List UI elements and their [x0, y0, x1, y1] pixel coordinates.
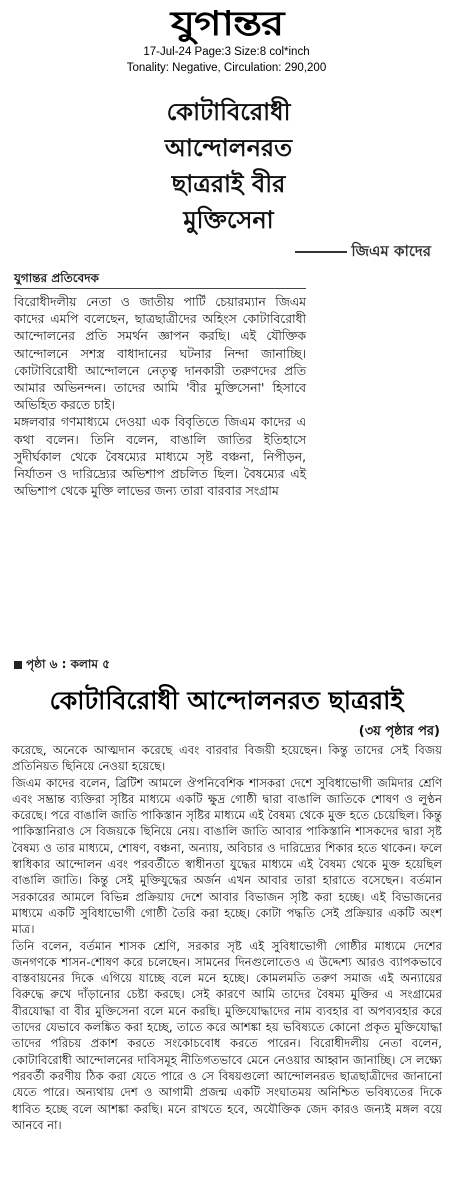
- article-headline: [26, 94, 431, 238]
- headline-line: ছাত্ররাই বীর: [171, 170, 286, 198]
- clipping-info-tonality: Tonality: Negative, Circulation: 290,200: [126, 62, 327, 74]
- paragraph: জিএম কাদের বলেন, ব্রিটিশ আমলে ঔপনিবেশিক শাসকরা দেশে সুবিধাভোগী জমিদার শ্রেণি এবং সম্ভ্রান্ত ব্যক্তিরা সৃষ্টির মাধ্যমে একটি ক্ষুদ্র গোষ্ঠী দ্বারা বাঙালি জাতিকে শোষণ ও লুণ্ঠন করেছে। পরে বাঙালি জাতি পাকিস্তান সৃষ্টির মাধ্যমে এই বৈষম্য থেকে মুক্ত হতে চেয়েছিল। কিন্তু পাকিস্তানিরাও সে বিজয়কে ছিনিয়ে নেয়। বাঙালি জাতি আবার পাকিস্তানি শাসকদের দ্বারা সৃষ্ট বৈষম্য ও তার মাধ্যমে, শোষণ, বঞ্চনা, অন্যায়, অবিচার ও দারিদ্র্যের শিকার হতে থাকেন। ফলে স্বাধিকার আন্দোলন এবং পরবর্তীতে স্বাধীনতা যুদ্ধের মাধ্যমে এই বৈষম্য থেকে মুক্ত হয়েছিল বাঙালি জাতি। কিন্তু সেই মুক্তিযুদ্ধের অর্জন এখন আবার তারা হারাতে বসেছেন। বর্তমান সরকারের আমলে বিভিন্ন প্রক্রিয়ায় দেশে আবার বিভাজন সৃষ্টি করা হচ্ছে। এই বিভাজনের মাধ্যমে একটি সুবিধাভোগী গোষ্ঠী তৈরি করা হচ্ছে। কোটা পদ্ধতি সেই প্রক্রিয়ার একটি অংশ মাত্র।: [12, 775, 442, 937]
- headline-line: আন্দোলনরত: [164, 134, 293, 162]
- continuation-note: [14, 656, 110, 676]
- divider: [14, 288, 306, 289]
- reporter-credit: যুগান্তর প্রতিবেদক: [14, 271, 99, 285]
- continued-headline: কোটাবিরোধী আন্দোলনরত ছাত্ররাই: [49, 686, 404, 715]
- paragraph: করেছে, অনেকে আত্মদান করেছে এবং বারবার বিজয়ী হয়েছেন। কিন্তু তাদের সেই বিজয় প্রতিনিয়ত ছিনিয়ে নেওয়া হয়েছে।: [12, 743, 442, 774]
- attribution-dash: [295, 251, 347, 253]
- headline-line: কোটাবিরোধী: [166, 98, 291, 126]
- headline-line: মুক্তিসেনা: [183, 206, 274, 234]
- continued-from-note: (৩য় পৃষ্ঠার পর): [358, 724, 440, 739]
- square-bullet-icon: [14, 661, 22, 669]
- quote-attribution: [26, 240, 431, 265]
- paragraph: বিরোধীদলীয় নেতা ও জাতীয় পার্টি চেয়ারম্যান জিএম কাদের এমপি বলেছেন, ছাত্রছাত্রীদের অহিংস কোটাবিরোধী আন্দোলনের প্রতি সমর্থন জ্ঞাপন করছি। এই যৌক্তিক আন্দোলনে সশস্ত্র বাধাদানের ঘটনার নিন্দা জানাচ্ছি। কোটাবিরোধী আন্দোলনে নেতৃত্ব দানকারী তরুণদের প্রতি আমার অভিনন্দন। তাদের আমি 'বীর মুক্তিসেনা' হিসাবে অভিহিত করতে চাই।: [14, 295, 306, 413]
- article-body: [12, 742, 442, 1133]
- paragraph: মঙ্গলবার গণমাধ্যমে দেওয়া এক বিবৃতিতে জিএম কাদের এ কথা বলেন। তিনি বলেন, বাঙালি জাতির ইতিহাসে সুদীর্ঘকাল থেকে বৈষম্যের মাধ্যমে সৃষ্ট বঞ্চনা, নিপীড়ন, নির্যাতন ও দারিদ্র্যের অভিশাপ প্রচলিত ছিল। বৈষম্যের এই অভিশাপ থেকে মুক্তি লাভের জন্য তারা বারবার সংগ্রাম: [14, 415, 306, 499]
- paragraph: তিনি বলেন, বর্তমান শাসক শ্রেণি, সরকার সৃষ্ট এই সুবিধাভোগী গোষ্ঠীর মাধ্যমে দেশের জনগণকে শাসন-শোষণ করে চলেছেন। সামনের দিনগুলোতেও এ উদ্দেশ্য আরও ব্যাপকভাবে বাস্তবায়নের দিকে এগিয়ে যাচ্ছে বলে মনে হচ্ছে। কোমলমতি তরুণ সমাজ এই অন্যায়ের বিরুদ্ধে রুখে দাঁড়ানোর চেষ্টা করছে। সেই কারণে আমি তাদের বৈষম্য মুক্তির এ সংগ্রামের বীরযোদ্ধা বা বীর মুক্তিসেনা বলে মনে করছি। মুক্তিযোদ্ধাদের নাম ব্যবহার বা অপব্যবহার করে তাদের যেভাবে কলঙ্কিত করা হচ্ছে, তাতে করে আশঙ্কা হয় ভবিষ্যতে কোনো প্রকৃত মুক্তিযোদ্ধা তাদের পরিচয় প্রকাশ করতে সংকোচবোধ করতে পারেন। বিরোধীদলীয় নেতা বলেন, কোটাবিরোধী আন্দোলনের দাবিসমূহ নীতিগতভাবে মেনে নেওয়ার আহ্বান জানাচ্ছি। সে লক্ষ্যে পরবর্তী করণীয় ঠিক করা যেতে পারে ও সে বিষয়গুলো আন্দোলনরত ছাত্রছাত্রীদের জানানো যেতে পারে। অন্যথায় দেশ ও আগামী প্রজন্ম একটি সংঘাতময় অনিশ্চিত ভবিষ্যতের দিকে ধাবিত হচ্ছে বলে আশঙ্কা করছি। মনে রাখতে হবে, অযৌক্তিক জেদ কারও জন্যই মঙ্গল বয়ে আনবে না।: [12, 938, 442, 1132]
- article-body: [14, 294, 306, 500]
- article-front: [14, 88, 444, 678]
- clipping-info-date-page: 17-Jul-24 Page:3 Size:8 col*inch: [143, 46, 310, 58]
- attribution-name: জিএম কাদের: [351, 242, 431, 260]
- newspaper-logo: যুগান্তর: [170, 4, 283, 44]
- continuation-text: পৃষ্ঠা ৬ : কলাম ৫: [26, 657, 111, 671]
